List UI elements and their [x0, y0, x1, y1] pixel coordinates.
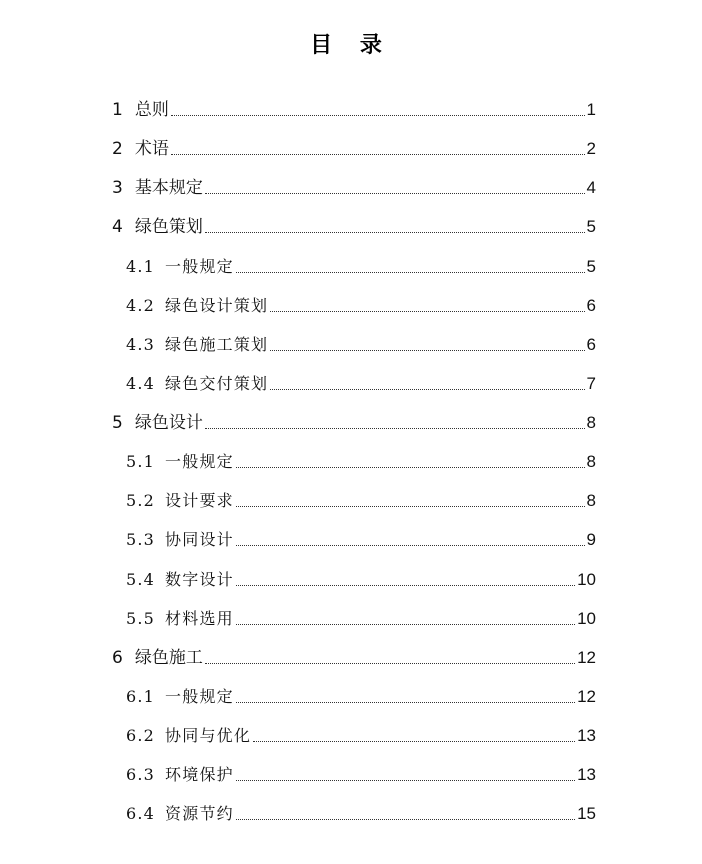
toc-entry-number: 1	[112, 100, 123, 120]
toc-entry-label: 绿色施工策划	[165, 335, 269, 354]
toc-entry-number: 6.1	[126, 687, 156, 706]
toc-entry-number: 6	[112, 648, 123, 668]
toc-entry-label: 基本规定	[134, 178, 203, 198]
toc-entry[interactable]	[112, 136, 596, 160]
toc-entry-page: 12	[577, 648, 596, 667]
dot-leader	[205, 193, 585, 194]
toc-entry-label: 绿色交付策划	[165, 374, 269, 393]
dot-leader	[171, 154, 585, 155]
toc-entry-page: 8	[586, 452, 596, 471]
toc-entry-number: 4.4	[126, 374, 156, 393]
toc-entry-page: 8	[586, 413, 596, 432]
toc-entry-label: 绿色设计	[134, 413, 203, 433]
toc-entry[interactable]	[112, 410, 596, 434]
toc-entry-page: 4	[586, 178, 596, 197]
toc-subentry[interactable]	[126, 332, 596, 356]
toc-entry-page: 2	[586, 139, 596, 158]
toc-entry-label: 协同与优化	[165, 726, 252, 745]
dot-leader	[270, 311, 584, 312]
toc-entry-number: 6.4	[126, 804, 156, 823]
toc-entry-page: 12	[577, 687, 596, 706]
toc-entry-page: 6	[586, 296, 596, 315]
toc-subentry[interactable]	[126, 567, 596, 591]
toc-entry-number: 5.5	[126, 609, 156, 628]
toc-entry[interactable]	[112, 645, 596, 669]
toc-entry-label: 一般规定	[165, 452, 234, 471]
toc-entry-number: 6.3	[126, 765, 156, 784]
toc-entry-label: 环境保护	[165, 765, 234, 784]
dot-leader	[236, 272, 585, 273]
toc-entry-label: 协同设计	[165, 530, 234, 549]
dot-leader	[253, 741, 575, 742]
toc-subentry[interactable]	[126, 488, 596, 512]
toc-entry-page: 10	[577, 609, 596, 628]
toc-entry-number: 5.1	[126, 452, 156, 471]
toc-subentry[interactable]	[126, 684, 596, 708]
toc-entry-page: 10	[577, 570, 596, 589]
toc-entry[interactable]	[112, 214, 596, 238]
toc-subentry[interactable]	[126, 293, 596, 317]
toc-entry-label: 绿色策划	[134, 217, 203, 237]
dot-leader	[236, 585, 575, 586]
toc-entry-number: 4	[112, 217, 123, 237]
toc-entry-number: 6.2	[126, 726, 156, 745]
toc-entry-label: 绿色设计策划	[165, 296, 269, 315]
toc-subentry[interactable]	[126, 449, 596, 473]
dot-leader	[236, 624, 575, 625]
toc-entry-page: 5	[586, 217, 596, 236]
toc-entry[interactable]	[112, 175, 596, 199]
toc-entry-page: 9	[586, 530, 596, 549]
toc-subentry[interactable]	[126, 762, 596, 786]
dot-leader	[236, 702, 575, 703]
dot-leader	[205, 663, 575, 664]
toc-subentry[interactable]	[126, 254, 596, 278]
dot-leader	[236, 780, 575, 781]
toc-subentry[interactable]	[126, 371, 596, 395]
toc-subentry[interactable]	[126, 527, 596, 551]
toc-entry-number: 5.2	[126, 491, 156, 510]
toc-entry-number: 5	[112, 413, 123, 433]
toc-entry-label: 术语	[134, 139, 169, 159]
page-title: 目 录	[310, 33, 392, 58]
toc-subentry[interactable]	[126, 801, 596, 825]
toc-entry-number: 4.2	[126, 296, 156, 315]
toc-entry-page: 7	[586, 374, 596, 393]
toc-entry-number: 4.1	[126, 257, 156, 276]
toc-entry-page: 13	[577, 726, 596, 745]
toc-entry-label: 总则	[134, 100, 169, 120]
toc-entry-page: 8	[586, 491, 596, 510]
dot-leader	[171, 115, 585, 116]
toc-entry-number: 2	[112, 139, 123, 159]
dot-leader	[236, 467, 585, 468]
dot-leader	[236, 506, 585, 507]
dot-leader	[236, 545, 585, 546]
toc-entry-label: 材料选用	[165, 609, 234, 628]
toc-entry-number: 3	[112, 178, 123, 198]
toc-entry-number: 5.3	[126, 530, 156, 549]
toc-entry-label: 一般规定	[165, 257, 234, 276]
toc-entry-page: 13	[577, 765, 596, 784]
toc-entry-page: 5	[586, 257, 596, 276]
dot-leader	[205, 428, 585, 429]
dot-leader	[236, 819, 575, 820]
toc-entry-label: 设计要求	[165, 491, 234, 510]
toc-subentry[interactable]	[126, 606, 596, 630]
toc-entry-label: 绿色施工	[134, 648, 203, 668]
toc-entry-page: 6	[586, 335, 596, 354]
dot-leader	[270, 389, 584, 390]
toc-entry-page: 15	[577, 804, 596, 823]
toc-entry-label: 资源节约	[165, 804, 234, 823]
dot-leader	[270, 350, 584, 351]
toc-entry-label: 一般规定	[165, 687, 234, 706]
toc-entry[interactable]	[112, 97, 596, 121]
toc-entry-page: 1	[586, 100, 596, 119]
toc-entry-number: 5.4	[126, 570, 156, 589]
toc-subentry[interactable]	[126, 723, 596, 747]
toc-entry-number: 4.3	[126, 335, 156, 354]
toc-entry-label: 数字设计	[165, 570, 234, 589]
dot-leader	[205, 232, 585, 233]
